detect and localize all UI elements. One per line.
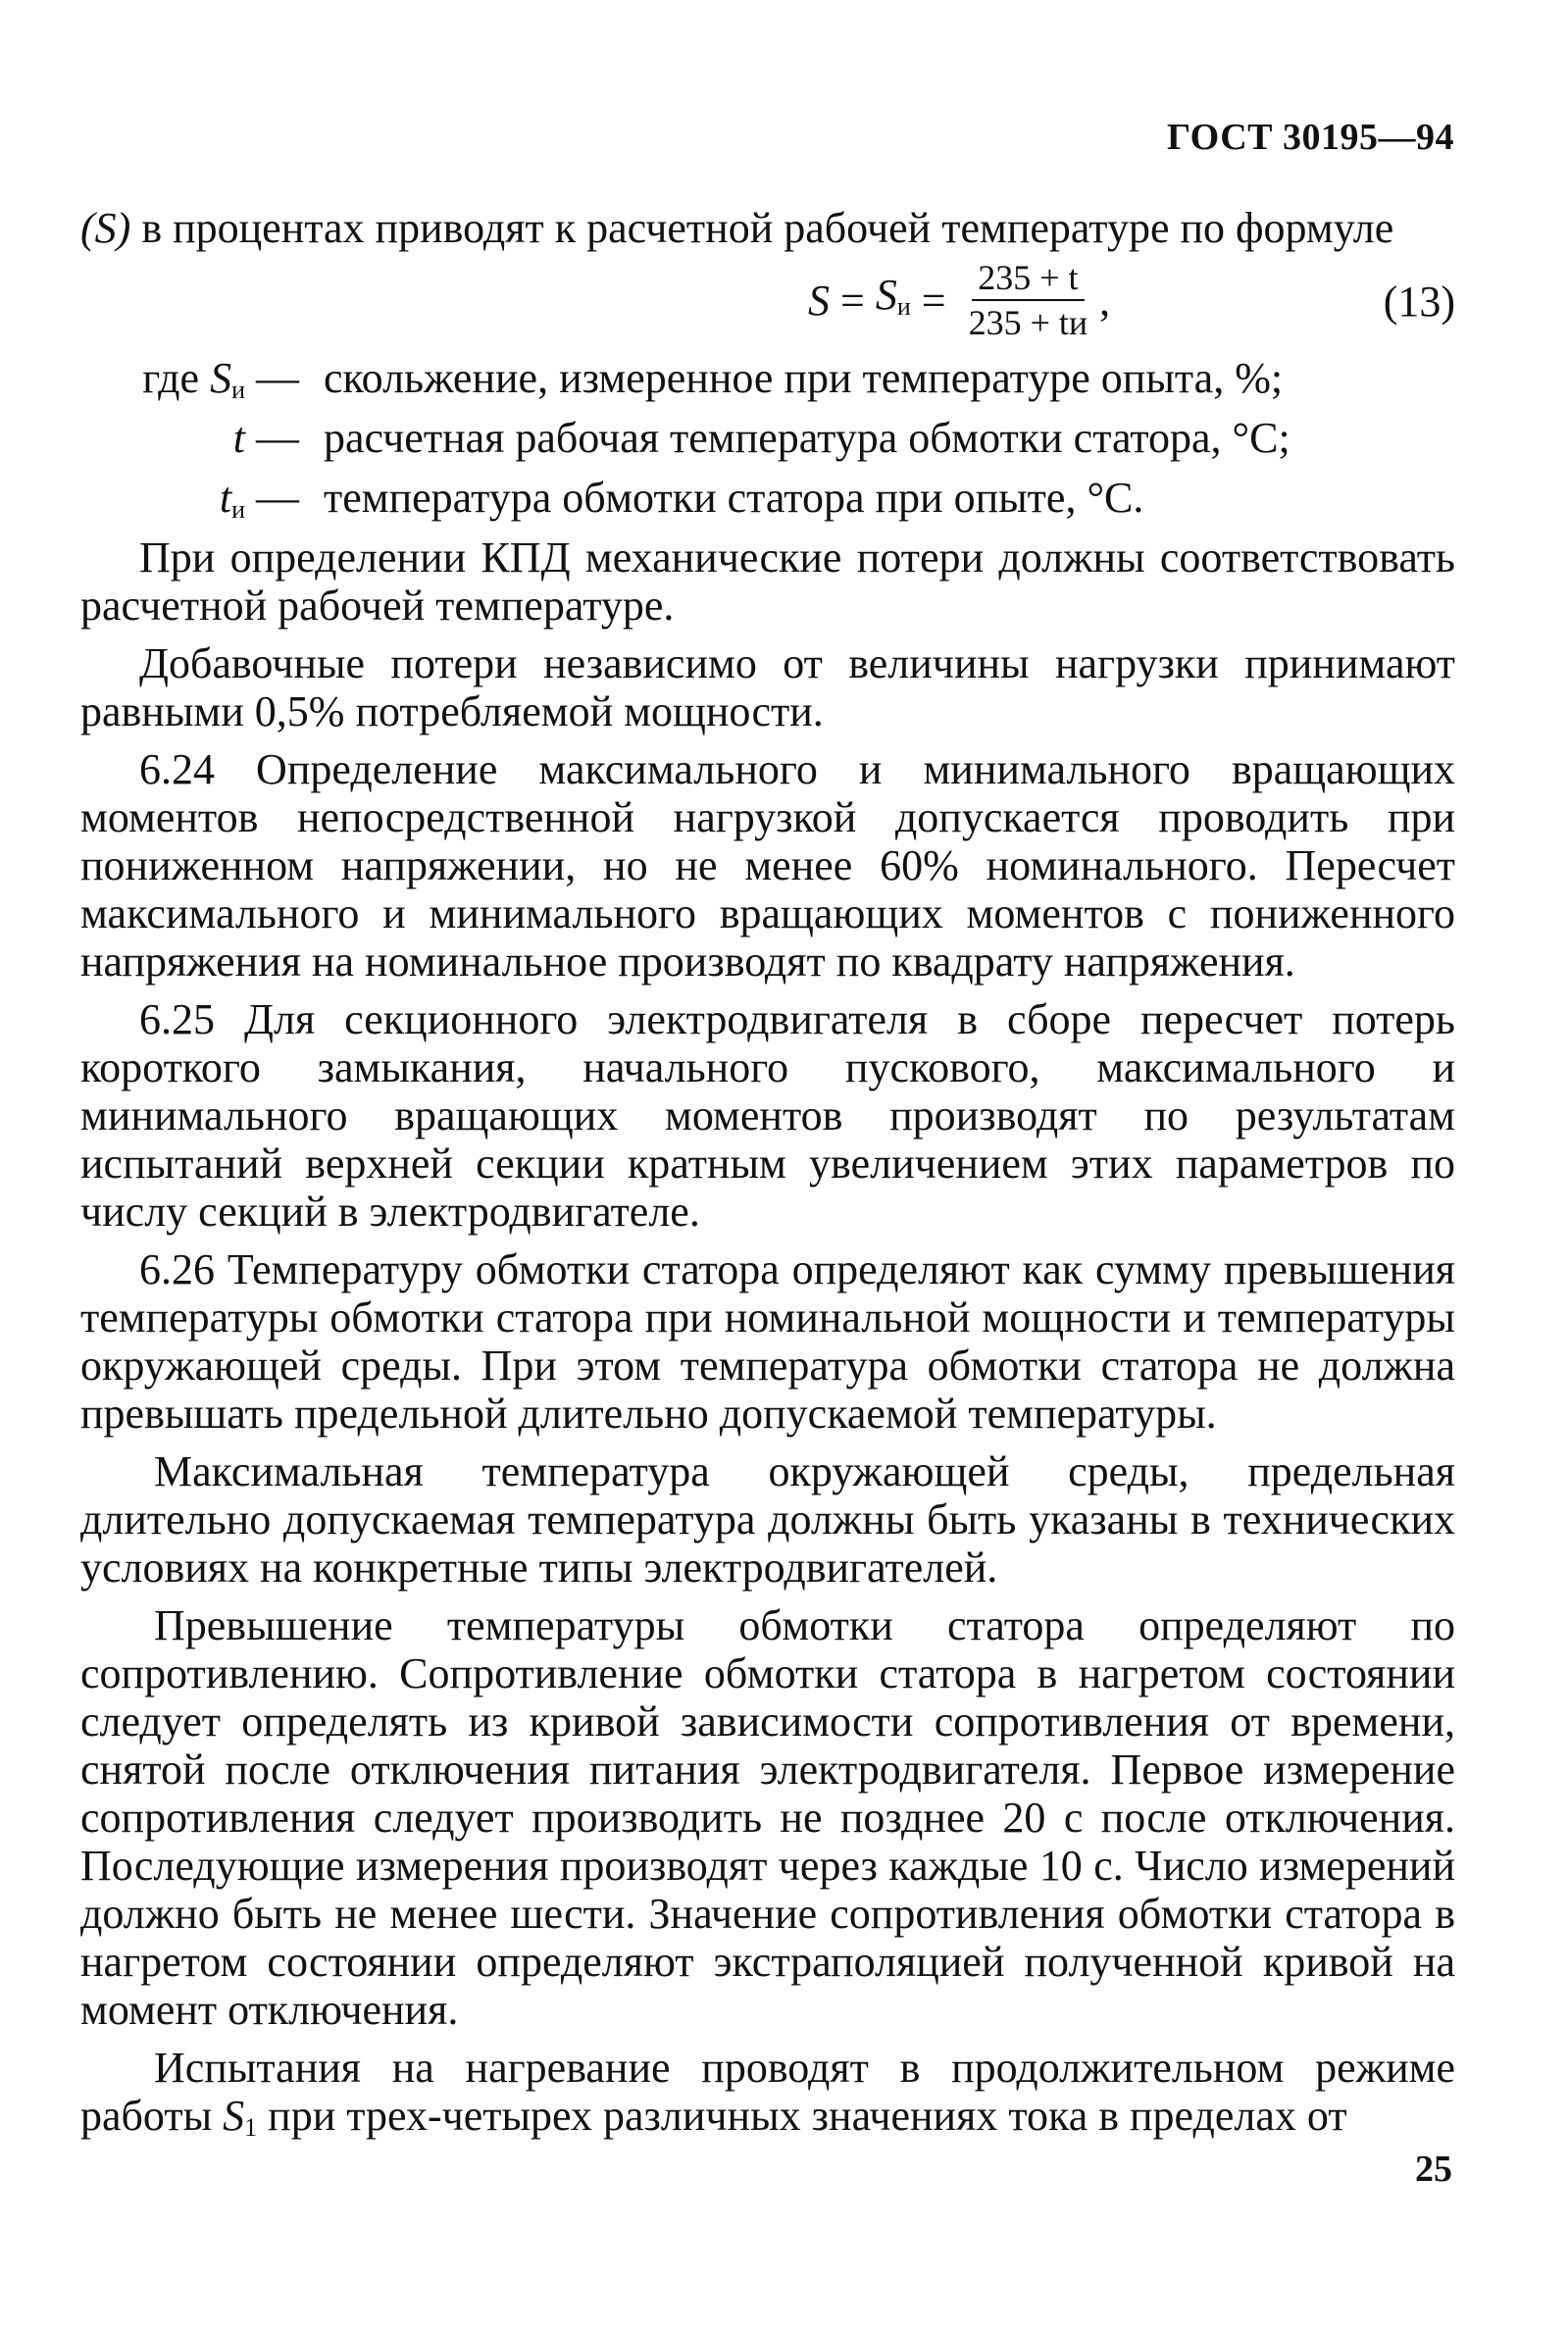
where-dash: — [245,354,310,402]
formula-denominator: 235 + tи [968,303,1088,342]
intro-text: в процентах приводят к расчетной рабочей температуре по формуле [130,204,1394,252]
where-item [80,474,1455,533]
where-symbol: S [210,354,232,402]
where-dash: — [245,474,310,522]
intro-paragraph [80,204,1455,252]
formula-expression [808,258,1110,342]
formula-13 [80,252,1455,354]
formula-numerator: 235 + t [972,258,1084,301]
added-losses-paragraph: Добавочные потери независимо от величины нагрузки принимают равными 0,5% потребляемой мощности. [80,639,1455,735]
document-header: ГОСТ 30195—94 [1166,117,1454,158]
page-number: 25 [1415,2149,1452,2190]
where-item [80,354,1455,414]
where-prefix: где [142,354,211,402]
where-symbol-sub: и [231,376,245,404]
heating-text-start: Испытания на нагревание проводят в продолжительном режиме работы [80,2044,1455,2140]
where-symbol: t [219,474,232,522]
where-symbol-sub: и [231,495,245,524]
clause-6-25: 6.25 Для секционного электродвигателя в сборе пересчет потерь короткого замыкания, начального пускового, максимального и минимального вращающих моментов производят по результатам испытаний верхней секции кратным увеличением этих параметров по числу секций в электродвигателе. [80,995,1455,1236]
formula-eq1: = [830,276,876,325]
page-body [80,204,1455,2151]
duty-symbol: S [223,2092,245,2140]
formula-fraction [963,258,1094,342]
formula-number: (13) [1383,278,1455,326]
max-temp-paragraph: Максимальная температура окружающей среды, предельная длительно допускаемая температура должны быть указаны в технических условиях на конкретные типы электродвигателей. [80,1447,1455,1592]
where-dash: — [245,414,310,462]
duty-symbol-sub: 1 [244,2113,258,2142]
formula-trail: , [1099,276,1111,325]
excess-temp-paragraph: Превышение температуры обмотки статора определяют по сопротивлению. Сопротивление обмотки статора в нагретом состоянии следует определять из кривой зависимости сопротивления от времени, снятой после отключения питания электродвигателя. Первое измерение сопротивления следует производить не позднее 20 с после отключения. Последующие измерения производят через каждые 10 с. Число измерений должно быть не менее шести. Значение сопротивления обмотки статора в нагретом состоянии определяют экстраполяцией полученной кривой на момент отключения. [80,1601,1455,2034]
where-list [80,354,1455,533]
kpd-paragraph: При определении КПД механические потери должны соответствовать расчетной рабочей температуре. [80,533,1455,630]
heating-text-end: при трех-четырех различных значениях тока в пределах от [257,2092,1347,2140]
heating-paragraph [80,2044,1455,2151]
where-symbol: t [232,414,245,462]
formula-lhs: S [808,276,830,325]
where-description: температура обмотки статора при опыте, °С. [324,474,1144,522]
where-item [80,414,1455,474]
clause-6-26: 6.26 Температуру обмотки статора определяют как сумму превышения температуры обмотки статора при номинальной мощности и температуры окружающей среды. При этом температура обмотки статора не должна превышать предельной длительно допускаемой температуры. [80,1245,1455,1438]
slip-symbol: (S) [80,204,131,252]
where-description: скольжение, измеренное при температуре опыта, %; [324,354,1284,402]
formula-eq2: = [910,276,957,325]
formula-mid: $S_и$ [875,270,911,321]
where-description: расчетная рабочая температура обмотки статора, °С; [324,414,1290,462]
clause-6-24: 6.24 Определение максимального и минимального вращающих моментов непосредственной нагрузкой допускается проводить при пониженном напряжении, но не менее 60% номинального. Пересчет максимального и минимального вращающих моментов с пониженного напряжения на номинальное производят по квадрату напряжения. [80,745,1455,986]
